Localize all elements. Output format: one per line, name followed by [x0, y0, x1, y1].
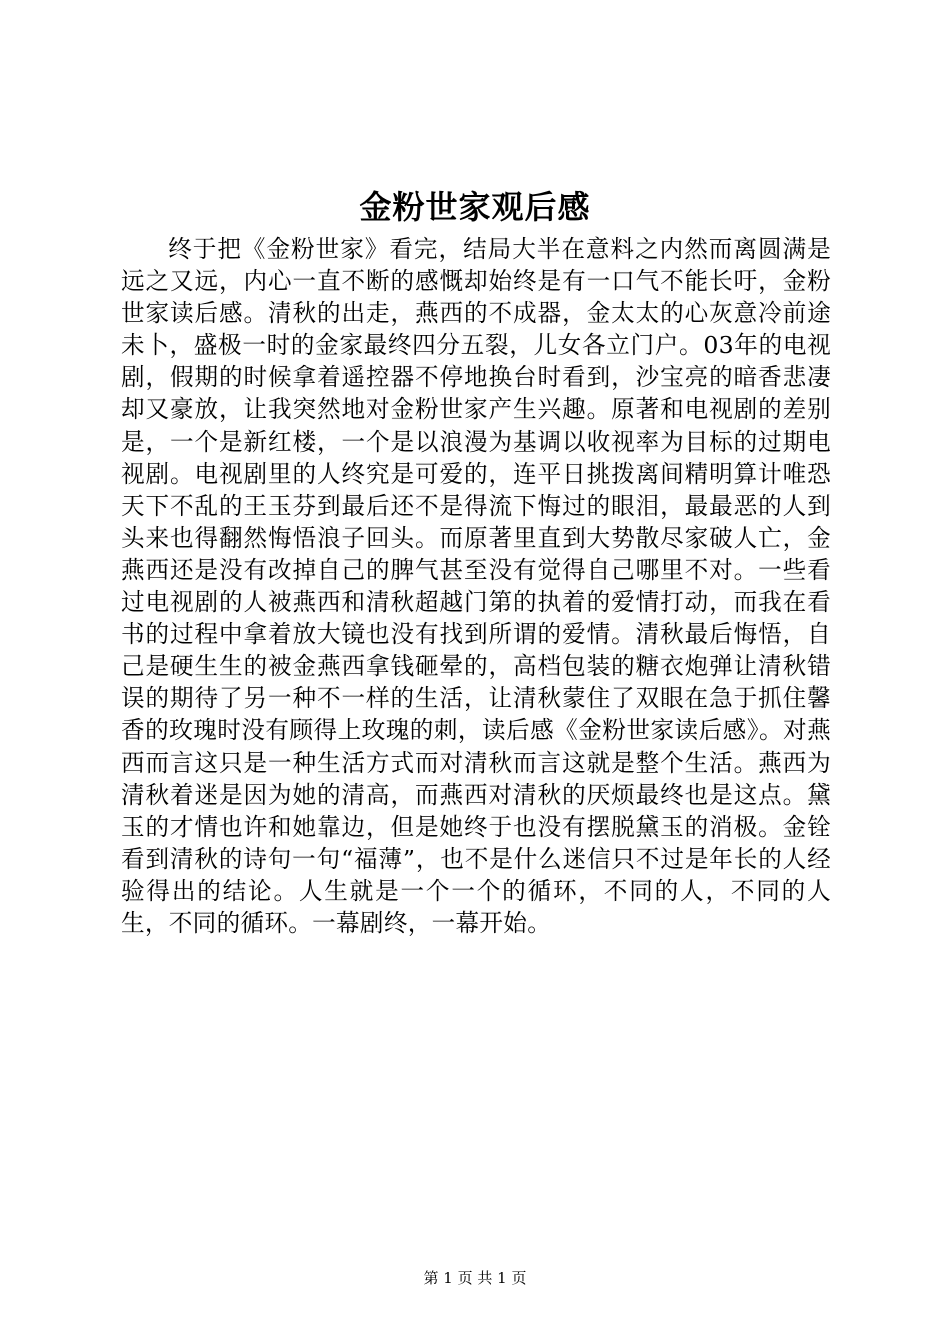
- page-number-footer: 第 1 页 共 1 页: [423, 1269, 527, 1287]
- document-body-paragraph: 终于把《金粉世家》看完，结局大半在意料之内然而离圆满是远之又远，内心一直不断的感慨却始终是有一口气不能长吁，金粉世家读后感。清秋的出走，燕西的不成器，金太太的心灰意冷前途未卜，盛极一时的金家最终四分五裂，儿女各立门户。03年的电视剧，假期的时候拿着遥控器不停地换台时看到，沙宝亮的暗香悲凄却又豪放，让我突然地对金粉世家产生兴趣。原著和电视剧的差别是，一个是新红楼，一个是以浪漫为基调以收视率为目标的过期电视剧。电视剧里的人终究是可爱的，连平日挑拨离间精明算计唯恐天下不乱的王玉芬到最后还不是得流下悔过的眼泪，最最恶的人到头来也得翻然悔悟浪子回头。而原著里直到大势散尽家破人亡，金燕西还是没有改掉自己的脾气甚至没有觉得自己哪里不对。一些看过电视剧的人被燕西和清秋超越门第的执着的爱情打动，而我在看书的过程中拿着放大镜也没有找到所谓的爱情。清秋最后悔悟，自己是硬生生的被金燕西拿钱砸晕的，高档包装的糖衣炮弹让清秋错误的期待了另一种不一样的生活，让清秋蒙住了双眼在急于抓住馨香的玫瑰时没有顾得上玫瑰的刺，读后感《金粉世家读后感》。对燕西而言这只是一种生活方式而对清秋而言这就是整个生活。燕西为清秋着迷是因为她的清高，而燕西对清秋的厌烦最终也是这点。黛玉的才情也许和她靠边，但是她终于也没有摆脱黛玉的消极。金铨看到清秋的诗句一句“福薄”，也不是什么迷信只不过是年长的人经验得出的结论。人生就是一个一个的循环，不同的人，不同的人生，不同的循环。一幕剧终，一幕开始。: [121, 235, 831, 937]
- document-title: 金粉世家观后感: [359, 188, 591, 226]
